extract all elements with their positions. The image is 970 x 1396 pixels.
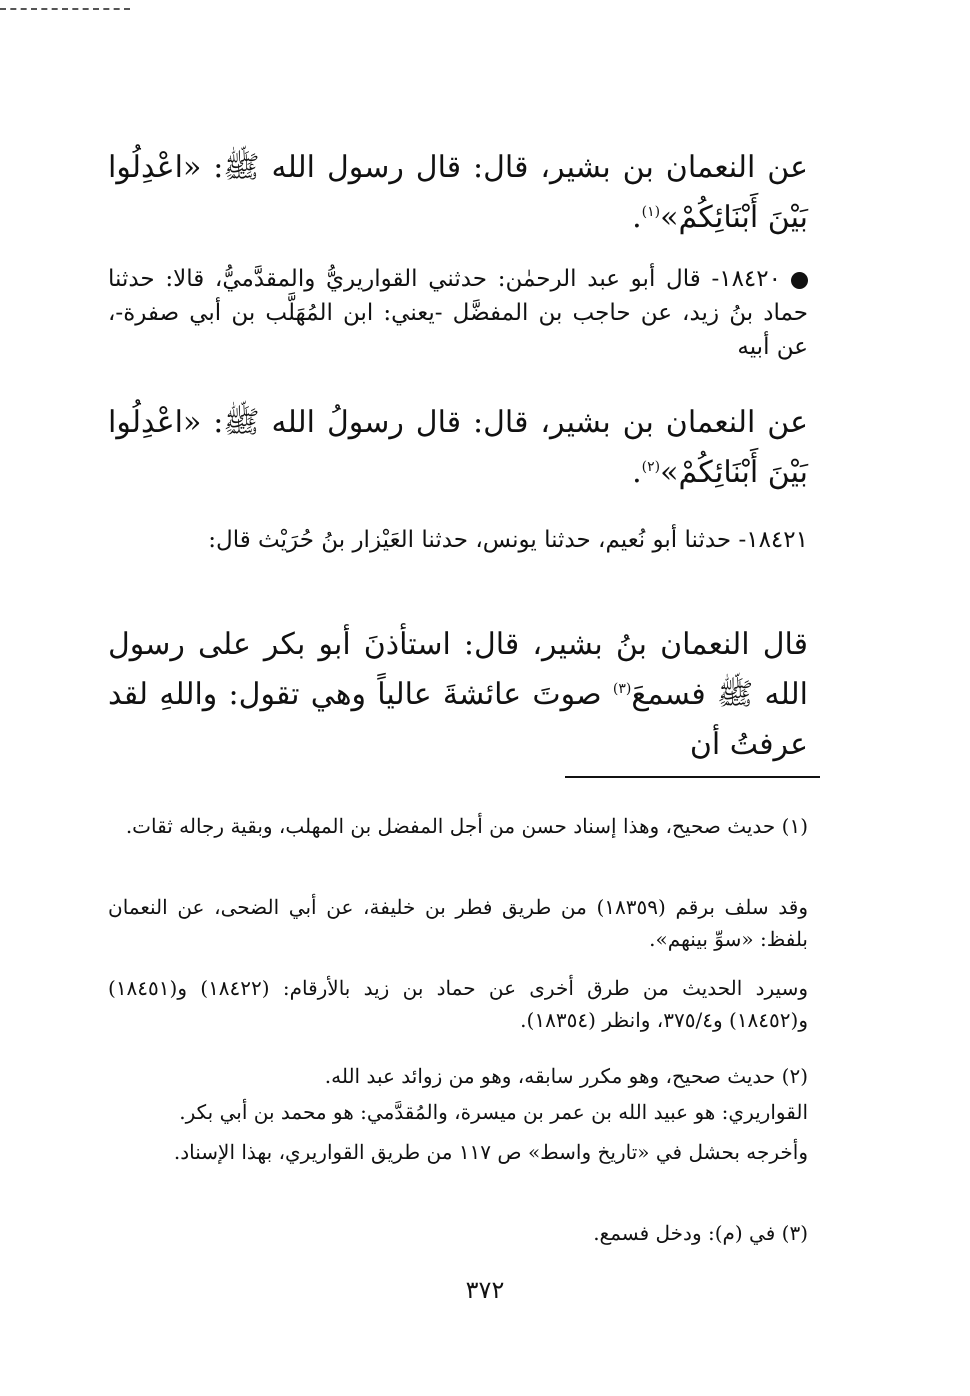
hadith-text: عن النعمان بن بشير، قال: قال رسولُ الله ﷺ: «اعْدِلُوا بَيْنَ أَبْنَائِكُمْ» xyxy=(108,405,808,490)
footnote-separator xyxy=(565,776,820,778)
footnote-1-paragraph-2: وقد سلف برقم (١٨٣٥٩) من طريق فطر بن خليفة، عن أبي الضحى، عن النعمان بلفظ: «سوِّ بينهم». xyxy=(108,895,808,951)
hadith-text: عن النعمان بن بشير، قال: قال رسول الله ﷺ: «اعْدِلُوا بَيْنَ أَبْنَائِكُمْ» xyxy=(108,150,808,235)
footnote-2-paragraph-2: القواريري: هو عبيد الله بن عمر بن ميسرة، والمُقدَّمي: هو محمد بن أبي بكر. xyxy=(179,1100,808,1124)
footnote-1-paragraph-3: وسيرد الحديث من طرق أخرى عن حماد بن زيد بالأرقام: (١٨٤٢٢) و(١٨٤٥١) و(١٨٤٥٢) و٣٧٥/٤، وانظر (١٨٣٥٤). xyxy=(108,976,808,1032)
footnote-ref-3: (٣) xyxy=(612,681,632,697)
hadith-18421-isnad xyxy=(108,523,808,557)
footnote-2-paragraph-1: (٢) حديث صحيح، وهو مكرر سابقه، وهو من زوائد عبد الله. xyxy=(324,1064,808,1088)
hadith-end-mark: . xyxy=(632,200,642,235)
footnote-1-paragraph-1: (١) حديث صحيح، وهذا إسناد حسن من أجل المفضل بن المهلب، وبقية رجاله ثقات. xyxy=(125,814,808,838)
footnote-ref-1: (١) xyxy=(641,204,661,220)
hadith-18419-matn xyxy=(108,143,808,243)
hadith-18421-matn xyxy=(108,620,808,770)
hadith-text-part1: قال النعمان بنُ بشير، قال: استأذنَ أبو بكر على رسول الله ﷺ فسمعَ xyxy=(108,627,809,712)
hadith-18420-isnad xyxy=(108,262,808,364)
footnote-2-paragraph-3: وأخرجه بحشل في «تاريخ واسط» ص ١١٧ من طريق القواريري، بهذا الإسناد. xyxy=(173,1140,808,1164)
isnad-text: ١٨٤٢٠- قال أبو عبد الرحمٰن: حدثني القواريريُّ والمقدَّميُّ، قالا: حدثنا حماد بنُ زيد، عن حاجب بن المفضَّل -يعني: ابن المُهَلَّب بن أبي صفرة-، عن أبيه xyxy=(108,266,808,360)
hadith-text-part2: صوتَ عائشةَ عالياً وهي تقول: واللهِ لقد عرفتُ أن xyxy=(108,677,808,762)
footnote-ref-2: (٢) xyxy=(641,459,661,475)
hadith-end-mark: . xyxy=(632,455,642,490)
hadith-18420-matn xyxy=(108,398,808,498)
page-number: ٣٧٢ xyxy=(465,1276,505,1304)
bullet-icon xyxy=(791,272,808,289)
isnad-text: ١٨٤٢١- حدثنا أبو نُعيم، حدثنا يونس، حدثنا العَيْزار بنُ حُرَيْث قال: xyxy=(208,527,808,553)
scan-edge-mark xyxy=(0,8,130,10)
footnote-3-paragraph-1: (٣) في (م): ودخل فسمع. xyxy=(593,1221,808,1245)
